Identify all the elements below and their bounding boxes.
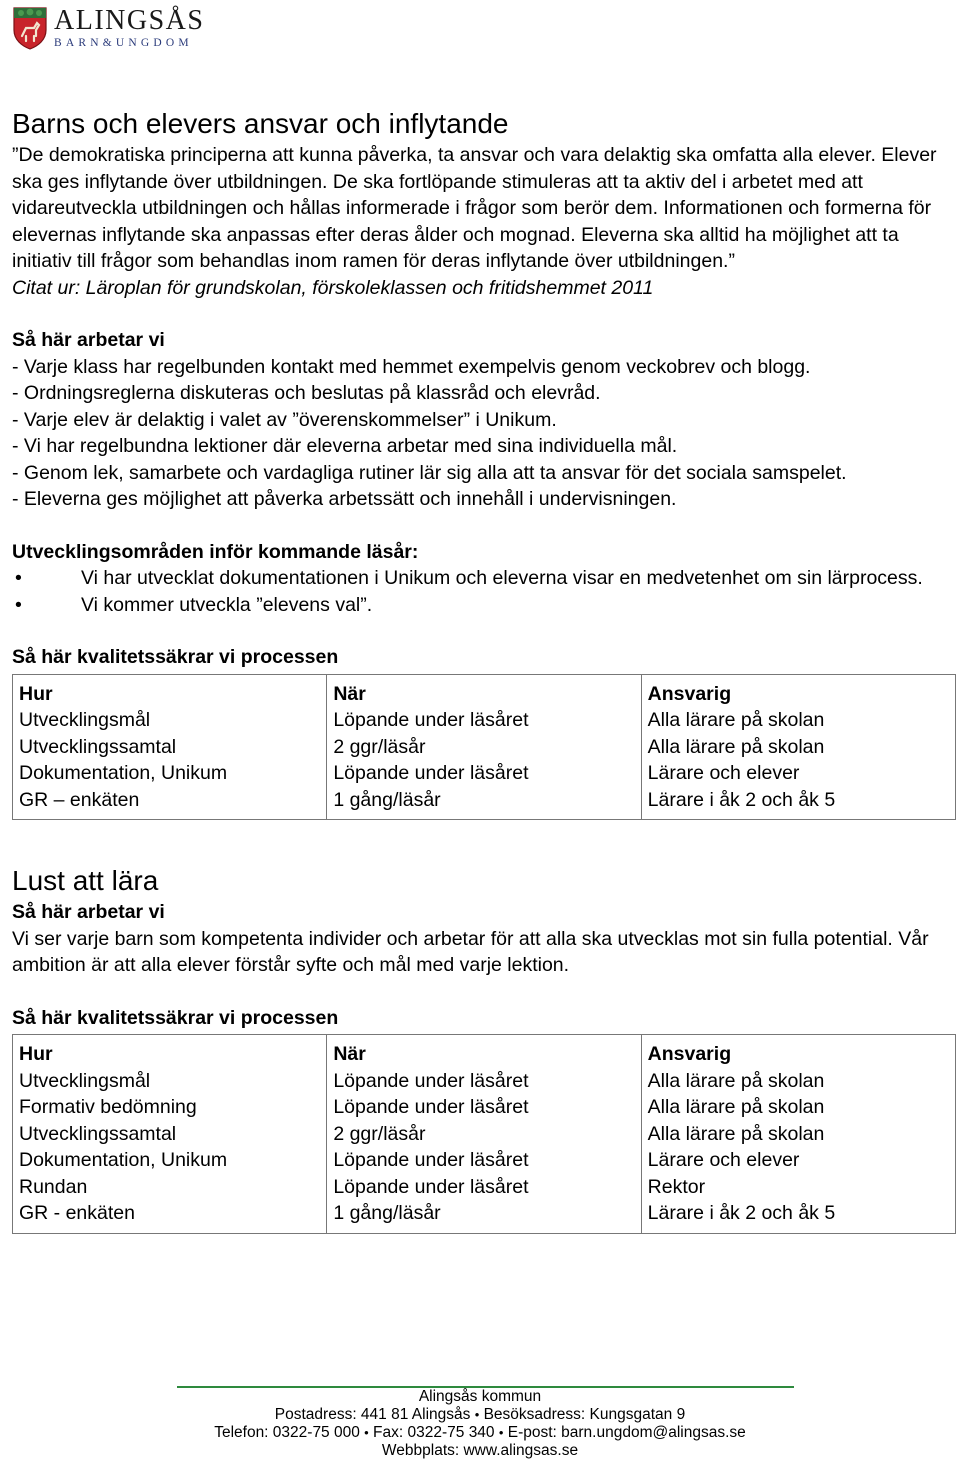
footer-org: Alingsås kommun bbox=[418, 1388, 542, 1405]
table-cell: Utvecklingssamtal bbox=[19, 1122, 177, 1145]
citation: Citat ur: Läroplan för grundskolan, förskoleklassen och fritidshemmet 2011 bbox=[12, 276, 654, 299]
section-title-lust: Lust att lära bbox=[12, 865, 159, 896]
table-cell: Alla lärare på skolan bbox=[647, 1096, 825, 1118]
table-cell: Löpande under läsåret bbox=[333, 762, 529, 784]
logo-subtitle: BARN&UNGDOM bbox=[54, 37, 193, 49]
table-header: När bbox=[333, 682, 366, 705]
development-list bbox=[12, 565, 956, 618]
footer-email: E-post: barn.ungdom@alingsas.se bbox=[507, 1424, 746, 1441]
column-who bbox=[641, 674, 955, 820]
table-cell: Dokumentation, Unikum bbox=[19, 762, 228, 784]
table-cell: 2 ggr/läsår bbox=[333, 735, 426, 758]
table-cell: Löpande under läsåret bbox=[333, 1149, 529, 1171]
footer-fax: Fax: 0322-75 340 bbox=[373, 1424, 495, 1441]
footer-contact-line bbox=[0, 1424, 960, 1442]
list-item: • Vi kommer utveckla ”elevens val”. bbox=[12, 592, 956, 619]
work-item: - Genom lek, samarbete och vardagliga rutiner lär sig alla att ta ansvar för det sociala samspelet. bbox=[12, 461, 847, 484]
column-who bbox=[641, 1035, 955, 1234]
table-cell: Löpande under läsåret bbox=[333, 1096, 529, 1118]
bullet-icon: • bbox=[15, 593, 22, 616]
table-cell: Utvecklingsmål bbox=[19, 709, 151, 731]
table-cell: 1 gång/läsår bbox=[333, 1202, 441, 1224]
footer-visit: Besöksadress: Kungsgatan 9 bbox=[483, 1406, 686, 1423]
bullet-icon: • bbox=[15, 567, 22, 589]
table-header: När bbox=[333, 1043, 366, 1065]
table-cell: Alla lärare på skolan bbox=[647, 735, 825, 758]
lust-paragraph: Vi ser varje barn som kompetenta individer och arbetar för att alla ska utvecklas mot sin fulla potential. Vår ambition är att alla elever förstår syfte och mål med varje lektion. bbox=[12, 927, 929, 976]
work-item: - Eleverna ges möjlighet att påverka arbetssätt och innehåll i undervisningen. bbox=[12, 488, 677, 510]
footer-postal: Postadress: 441 81 Alingsås bbox=[274, 1406, 471, 1423]
table-cell: Rektor bbox=[647, 1175, 706, 1198]
table-header: Ansvarig bbox=[647, 682, 732, 705]
table-header: Ansvarig bbox=[647, 1043, 732, 1065]
table-cell: Lärare och elever bbox=[647, 1149, 800, 1171]
column-when bbox=[327, 1035, 641, 1234]
table-cell: Löpande under läsåret bbox=[333, 709, 529, 731]
footer-address-line bbox=[0, 1406, 960, 1424]
table-row bbox=[13, 674, 956, 820]
separator-dot-icon: • bbox=[474, 1407, 480, 1422]
table-cell: GR - enkäten bbox=[19, 1202, 135, 1224]
table-header: Hur bbox=[19, 682, 53, 705]
logo-title: ALINGSÅS bbox=[54, 5, 205, 36]
table-cell: Formativ bedömning bbox=[19, 1096, 197, 1118]
work-item: - Varje klass har regelbunden kontakt med hemmet exempelvis genom veckobrev och blogg. bbox=[12, 355, 811, 378]
footer-divider bbox=[177, 1386, 794, 1388]
logo bbox=[12, 6, 204, 50]
curriculum-quote: ”De demokratiska principerna att kunna påverka, ta ansvar och vara delaktig ska omfatta alla elever. Elever ska ges inflytande över utbildningen. De ska fortlöpande stimuleras att ta aktiv del i arbetet med att vidareutveckla utbildningen och hållas informerade i frågor som berör dem. Informationen och formerna för elevernas inflytande ska anpassas efter deras ålder och mognad. Eleverna ska alltid ha möjlighet att ta initiativ till frågor som behandlas inom ramen för deras inflytande över utbildningen.” bbox=[12, 144, 937, 272]
table-cell: Lärare och elever bbox=[647, 762, 800, 784]
table-cell: Utvecklingssamtal bbox=[19, 735, 177, 758]
table-cell: Alla lärare på skolan bbox=[647, 1069, 825, 1092]
table-header: Hur bbox=[19, 1043, 53, 1065]
work-heading: Så här arbetar vi bbox=[12, 901, 165, 923]
column-how bbox=[13, 1035, 327, 1234]
table-cell: 1 gång/läsår bbox=[333, 788, 441, 811]
table-cell: Alla lärare på skolan bbox=[647, 1122, 825, 1145]
page-footer bbox=[0, 1388, 960, 1460]
work-item: - Vi har regelbundna lektioner där eleverna arbetar med sina individuella mål. bbox=[12, 435, 678, 457]
column-how bbox=[13, 674, 327, 820]
table-cell: Rundan bbox=[19, 1175, 88, 1198]
table-cell: Dokumentation, Unikum bbox=[19, 1149, 228, 1171]
work-item: - Varje elev är delaktig i valet av ”överenskommelser” i Unikum. bbox=[12, 408, 557, 431]
work-item: - Ordningsreglerna diskuteras och beslutas på klassråd och elevråd. bbox=[12, 382, 601, 404]
table-cell: Utvecklingsmål bbox=[19, 1069, 151, 1092]
quality-heading: Så här kvalitetssäkrar vi processen bbox=[12, 646, 339, 668]
quality-table bbox=[12, 674, 956, 821]
table-cell: Lärare i åk 2 och åk 5 bbox=[647, 788, 836, 811]
table-cell: Löpande under läsåret bbox=[333, 1175, 529, 1198]
section-title-ansvar: Barns och elevers ansvar och inflytande bbox=[12, 108, 509, 139]
table-cell: Löpande under läsåret bbox=[333, 1069, 529, 1092]
list-item: • Vi har utvecklat dokumentationen i Unikum och eleverna visar en medvetenhet om sin lärprocess. bbox=[12, 565, 956, 592]
quality-table bbox=[12, 1034, 956, 1234]
separator-dot-icon: • bbox=[498, 1425, 504, 1440]
quality-heading: Så här kvalitetssäkrar vi processen bbox=[12, 1006, 339, 1029]
table-cell: GR – enkäten bbox=[19, 788, 140, 811]
document-content bbox=[12, 107, 956, 1234]
table-row bbox=[13, 1035, 956, 1234]
table-cell: Alla lärare på skolan bbox=[647, 709, 825, 731]
footer-phone: Telefon: 0322-75 000 bbox=[214, 1424, 360, 1441]
column-when bbox=[327, 674, 641, 820]
work-heading: Så här arbetar vi bbox=[12, 329, 165, 351]
development-heading: Utvecklingsområden inför kommande läsår: bbox=[12, 540, 419, 563]
work-list bbox=[12, 354, 956, 513]
table-cell: 2 ggr/läsår bbox=[333, 1122, 426, 1145]
coat-of-arms-icon bbox=[12, 6, 48, 50]
separator-dot-icon: • bbox=[364, 1425, 369, 1440]
footer-web: Webbplats: www.alingsas.se bbox=[381, 1442, 579, 1459]
table-cell: Lärare i åk 2 och åk 5 bbox=[647, 1202, 836, 1224]
